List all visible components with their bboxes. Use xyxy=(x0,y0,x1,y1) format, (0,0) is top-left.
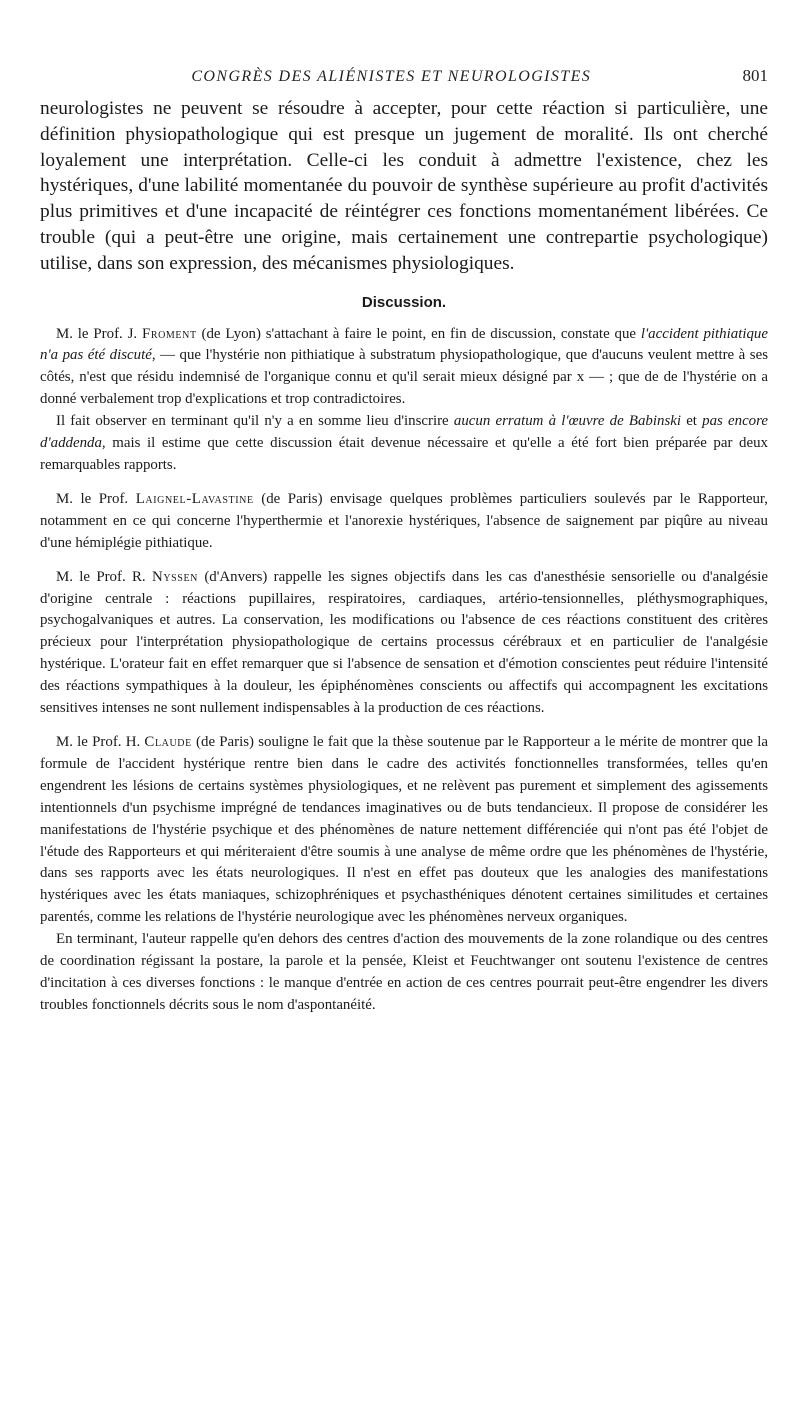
body-text: (de Lyon) s'attachant à faire le point, en fin de discussion, constate que xyxy=(201,325,637,342)
speaker-prefix: M. le Prof. R. xyxy=(56,568,146,585)
speaker-name: Laignel-Lavastine xyxy=(135,490,254,507)
section-heading: Discussion. xyxy=(361,293,447,311)
speaker-name: Nyssen xyxy=(151,568,198,585)
body-text: mais il estime que cette discussion était devenue nécessaire et qu'elle a été fort bien préparée par deux remarquables rapports. xyxy=(40,435,768,474)
running-title: CONGRÈS DES ALIÉNISTES ET NEUROLOGISTES xyxy=(191,68,592,85)
body-text: (de Paris) envisage quelques problèmes particuliers soulevés par le Rapporteur, notamment en ce qui concerne l'hyperthermie et l'anorexie hystériques, l'absence de saignement par piqûre au niveau d'une hémiplégie pithiatique. xyxy=(40,490,768,551)
page-number: 801 xyxy=(742,66,768,85)
book-page xyxy=(40,66,768,1386)
speaker-prefix: M. le Prof. xyxy=(56,490,129,507)
italic-text: l'accident pithiatique n'a pas été discuté xyxy=(40,325,768,364)
italic-text: pas encore d'addenda, xyxy=(40,413,768,452)
body-text: (de Paris) souligne le fait que la thèse soutenue par le Rapporteur a le mérite de montrer que la formule de l'accident hystérique rentre bien dans le cadre des activités fonctionnelles transformées, telles qu'en engendrent les lésions de certains systèmes physiologiques, et ne relèvent pas purement et simplement des agissements intentionnels d'un psychisme imprégné de tendances imaginatives ou de buts tendancieux. Il propose de considérer les manifestations de l'hystérie psychique et des phénomènes de nature nettement différenciée qui n'ont pas été l'objet de l'étude des Rapporteurs et qui mériteraient d'être soumis à une analyse de même ordre que les phénomènes de l'hystérie, dans ses rapports avec les états neurologiques. Il n'est en effet pas douteux que les analogies des manifestations hystériques avec les états maniaques, schizophréniques et psychasthéniques dénotent certaines similitudes et certaines parentés, comme les relations de l'hystérie neurologique avec les phénomènes nerveux organiques. xyxy=(40,733,768,926)
paragraph-claude xyxy=(40,732,768,929)
speaker-name: Claude xyxy=(144,733,192,750)
speaker-prefix: M. le Prof. H. xyxy=(56,733,141,750)
paragraph-laignel-lavastine xyxy=(40,489,768,555)
italic-text: aucun erratum à l'œuvre de Babinski xyxy=(453,413,681,430)
intro-paragraph: neurologistes ne peuvent se résoudre à accepter, pour cette réaction si particulière, une définition physiopathologique qui est presque un jugement de moralité. Ils ont cherché loyalement une interprétation. Celle-ci les conduit à admettre l'existence, chez les hystériques, d'une labilité momentanée du pouvoir de synthèse supérieure au profit d'activités plus primitives et d'une incapacité de réintégrer ces fonctions momentanément libérées. Ce trouble (qui a peut-être une origine, mais certainement une contrepartie psychologique) utilise, dans son expression, des mécanismes physiologiques. xyxy=(40,98,768,274)
paragraph-froment xyxy=(40,324,768,412)
body-text: , — que l'hystérie non pithiatique à substratum physiopathologique, que d'aucuns veulent mettre à ses côtés, n'est que résidu indemnisé de l'organique connu et qu'il serait mieux désigné par x — ; que de de l'hystérie on a donné verbalement trop d'explications et trop contradictoires. xyxy=(40,347,769,408)
body-text: et xyxy=(686,413,697,430)
body-text: Il fait observer en terminant qu'il n'y a en somme lieu d'inscrire xyxy=(56,413,449,430)
paragraph-nyssen xyxy=(40,567,768,720)
paragraph-claude-continued: En terminant, l'auteur rappelle qu'en dehors des centres d'action des mouvements de la zone rolandique ou des centres de coordination régissant la postare, la parole et la pensée, Kleist et Feuchtwanger ont soutenu l'existence de centres d'incitation à ces diverses fonctions : le manque d'entrée en action de ces centres pourrait peut-être engendrer les divers troubles fonctionnels décrits sous le nom d'aspontanéité. xyxy=(40,931,768,1013)
page-header xyxy=(40,66,768,86)
speaker-prefix: M. le Prof. J. xyxy=(56,325,138,342)
speaker-name: Froment xyxy=(141,325,197,342)
body-text: (d'Anvers) rappelle les signes objectifs dans les cas d'anesthésie sensorielle ou d'analgésie d'origine centrale : réactions pupillaires, respiratoires, cardiaques, artério-tensionnelles, pléthysmographiques, psychogalvaniques et autres. La conservation, les modifications ou l'absence de ces réactions constituent des critères précieux pour l'interprétation physiopathologique de certains processus cérébraux et en particulier de l'analgésie hystérique. L'orateur fait en effet remarquer que si l'absence de sensation et d'émotion conscientes peut réduire l'intensité des réactions sympathiques à la douleur, les épiphénomènes conscients ou affectifs qui accompagnent les excitations sensitives intenses ne sont nullement indispensables à la production de ces réactions. xyxy=(40,568,768,717)
paragraph-froment-continued xyxy=(40,411,768,477)
